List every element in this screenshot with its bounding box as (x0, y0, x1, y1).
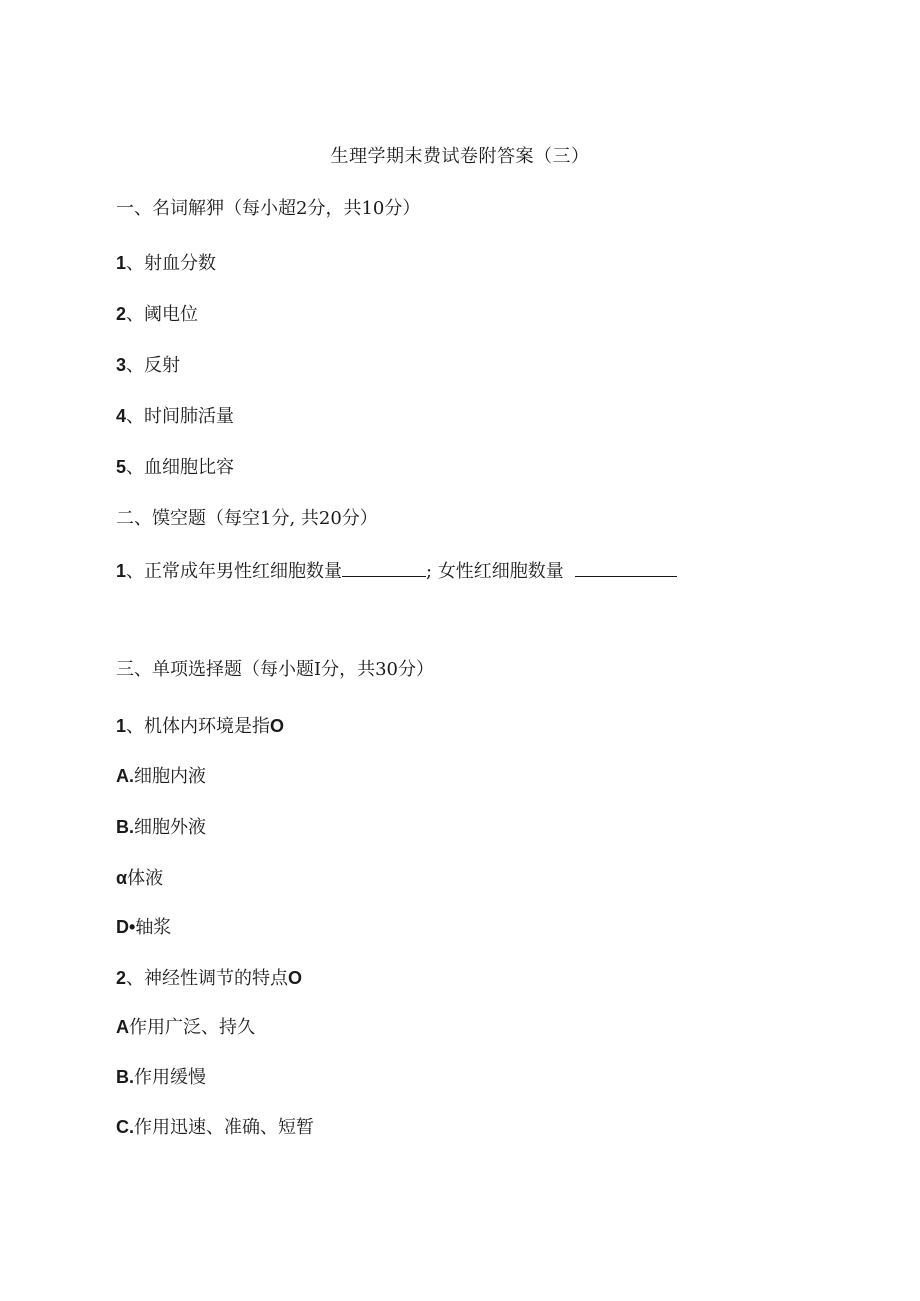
option-label: B. (116, 1067, 134, 1087)
list-item (116, 250, 216, 277)
option-b (116, 1064, 206, 1091)
item-number: 4 (116, 406, 127, 426)
option-label: A. (116, 766, 134, 786)
question-stem (116, 713, 284, 740)
option-label: α (116, 868, 128, 888)
option-label: D• (116, 917, 136, 937)
fill-blank-question (116, 558, 677, 585)
answer-blank (575, 558, 677, 577)
option-b (116, 814, 206, 841)
answer-blank (342, 558, 426, 577)
item-text: 、阈电位 (126, 304, 199, 325)
option-text: 体液 (127, 868, 164, 889)
item-number: 3 (116, 355, 127, 375)
option-text: 作用缓慢 (134, 1067, 206, 1088)
option-label: A (116, 1017, 129, 1037)
option-c (116, 865, 163, 892)
list-item (116, 301, 198, 328)
option-label: C. (116, 1117, 134, 1137)
question-stem (116, 965, 302, 992)
option-a (116, 1014, 255, 1041)
item-number: 1 (116, 253, 127, 273)
item-text: 、时间肺活量 (126, 406, 235, 427)
list-item (116, 403, 234, 430)
section-heading-3: 三、单项选择题（每小题I分，共30分） (116, 659, 435, 680)
section-heading-2: 二、馍空题（每空1分, 共20分） (116, 508, 378, 529)
stem-tail: O (270, 716, 285, 736)
option-text: 作用广泛、持久 (129, 1017, 255, 1038)
stem-tail: O (288, 968, 303, 988)
item-text: 、血细胞比容 (126, 457, 235, 478)
item-number: 2 (116, 304, 127, 324)
option-c (116, 1114, 314, 1141)
option-a (116, 763, 206, 790)
option-text: 轴浆 (135, 917, 172, 938)
list-item (116, 352, 180, 379)
option-text: 作用迅速、准确、短暂 (134, 1117, 314, 1138)
option-d (116, 914, 171, 941)
option-text: 细胞外液 (134, 817, 206, 838)
section-heading-1: 一、名词解狎（每小超2分，共10分） (116, 198, 421, 219)
question-text-b: ; 女性红细胞数量 (426, 561, 564, 582)
page-title: 生理学期末费试卷附答案（三） (330, 146, 590, 167)
question-number: 2 (116, 968, 127, 988)
option-text: 细胞内液 (134, 766, 206, 787)
question-text-a: 、正常成年男性红细胞数量 (126, 561, 343, 582)
item-text: 、射血分数 (126, 253, 217, 274)
stem-text: 、神经性调节的特点 (126, 968, 289, 989)
item-number: 5 (116, 457, 127, 477)
list-item (116, 454, 234, 481)
option-label: B. (116, 817, 134, 837)
item-text: 、反射 (126, 355, 181, 376)
stem-text: 、机体内环境是指 (126, 716, 271, 737)
question-number: 1 (116, 561, 127, 581)
question-number: 1 (116, 716, 127, 736)
